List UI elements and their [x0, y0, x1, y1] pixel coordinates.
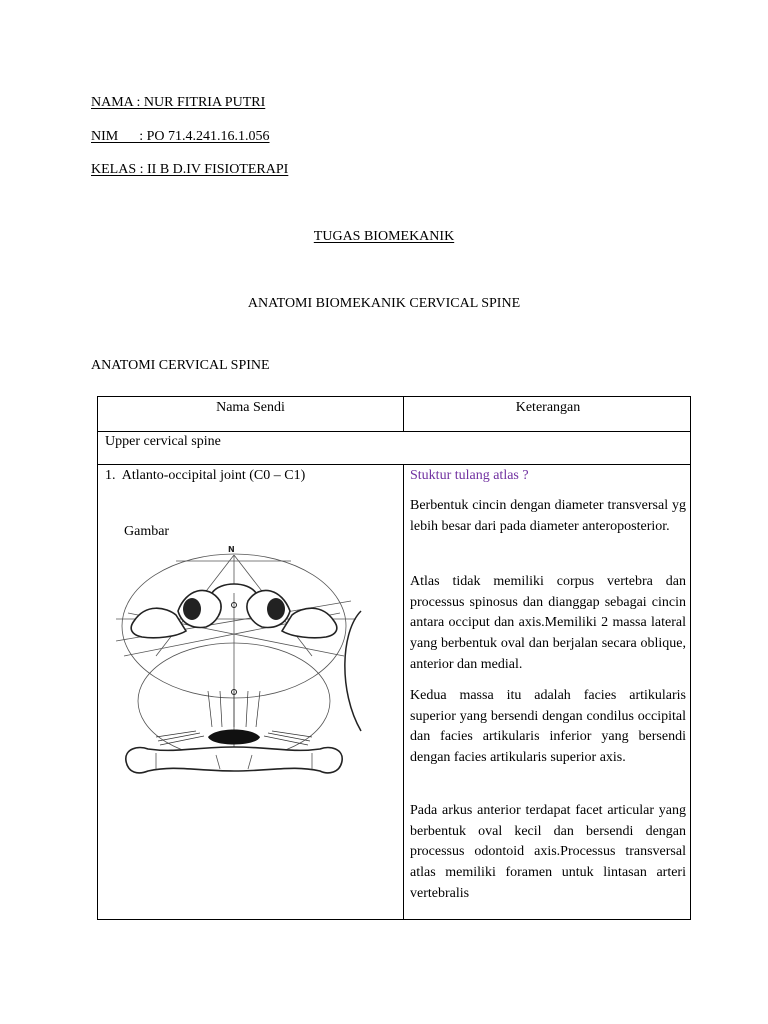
document-title: TUGAS BIOMEKANIK: [313, 229, 455, 244]
joint-name: 1. Atlanto-occipital joint (C0 – C1): [105, 468, 306, 483]
document-subtitle: ANATOMI BIOMEKANIK CERVICAL SPINE: [247, 296, 521, 311]
gambar-label: Gambar: [124, 524, 170, 539]
atlas-vertebra-figure: [116, 541, 366, 791]
keterangan-paragraph: Pada arkus anterior terdapat facet articular yang berbentuk oval kecil dan bersendi dengan processus odontoid axis.Processus transversal atlas memiliki foramen untuk lintasan arteri vertebralis: [410, 803, 686, 901]
row-divider: [98, 431, 690, 432]
group-row-label: Upper cervical spine: [105, 434, 221, 449]
right-facet: [267, 598, 285, 620]
column-header-nama-sendi: Nama Sendi: [216, 400, 285, 415]
figure-hatching: [208, 691, 260, 727]
left-facet: [183, 598, 201, 620]
student-nim: NIM : PO 71.4.241.16.1.056: [91, 129, 270, 144]
keterangan-paragraph: Kedua massa itu adalah facies artikularis superior yang bersendi dengan condilus occipital dan facies artikularis inferior yang bersendi dengan facies artikularis superior axis.: [410, 688, 686, 766]
anterior-arch: [212, 584, 256, 593]
axis-body: [126, 747, 342, 773]
column-header-keterangan: Keterangan: [515, 400, 581, 415]
row-divider: [98, 464, 690, 465]
anatomy-table: [97, 396, 691, 920]
odontoid-foramen: [208, 730, 260, 745]
column-divider: [403, 464, 404, 919]
student-class: KELAS : II B D.IV FISIOTERAPI: [91, 162, 289, 177]
figure-label-n: N: [228, 545, 235, 554]
student-name: NAMA : NUR FITRIA PUTRI: [91, 95, 266, 110]
keterangan-question: Stuktur tulang atlas ?: [410, 468, 529, 483]
keterangan-paragraph: Berbentuk cincin dengan diameter transversal yg lebih besar dari pada diameter anteroposterior.: [410, 498, 686, 534]
keterangan-paragraph: Atlas tidak memiliki corpus vertebra dan processus spinosus dan dianggap sebagai cincin antara occiput dan axis.Memiliki 2 massa lateral yang berbentuk oval dan berjalan secara oblique, anterior dan medial.: [410, 574, 686, 672]
adjacent-arc: [345, 611, 361, 731]
section-heading: ANATOMI CERVICAL SPINE: [91, 358, 270, 373]
